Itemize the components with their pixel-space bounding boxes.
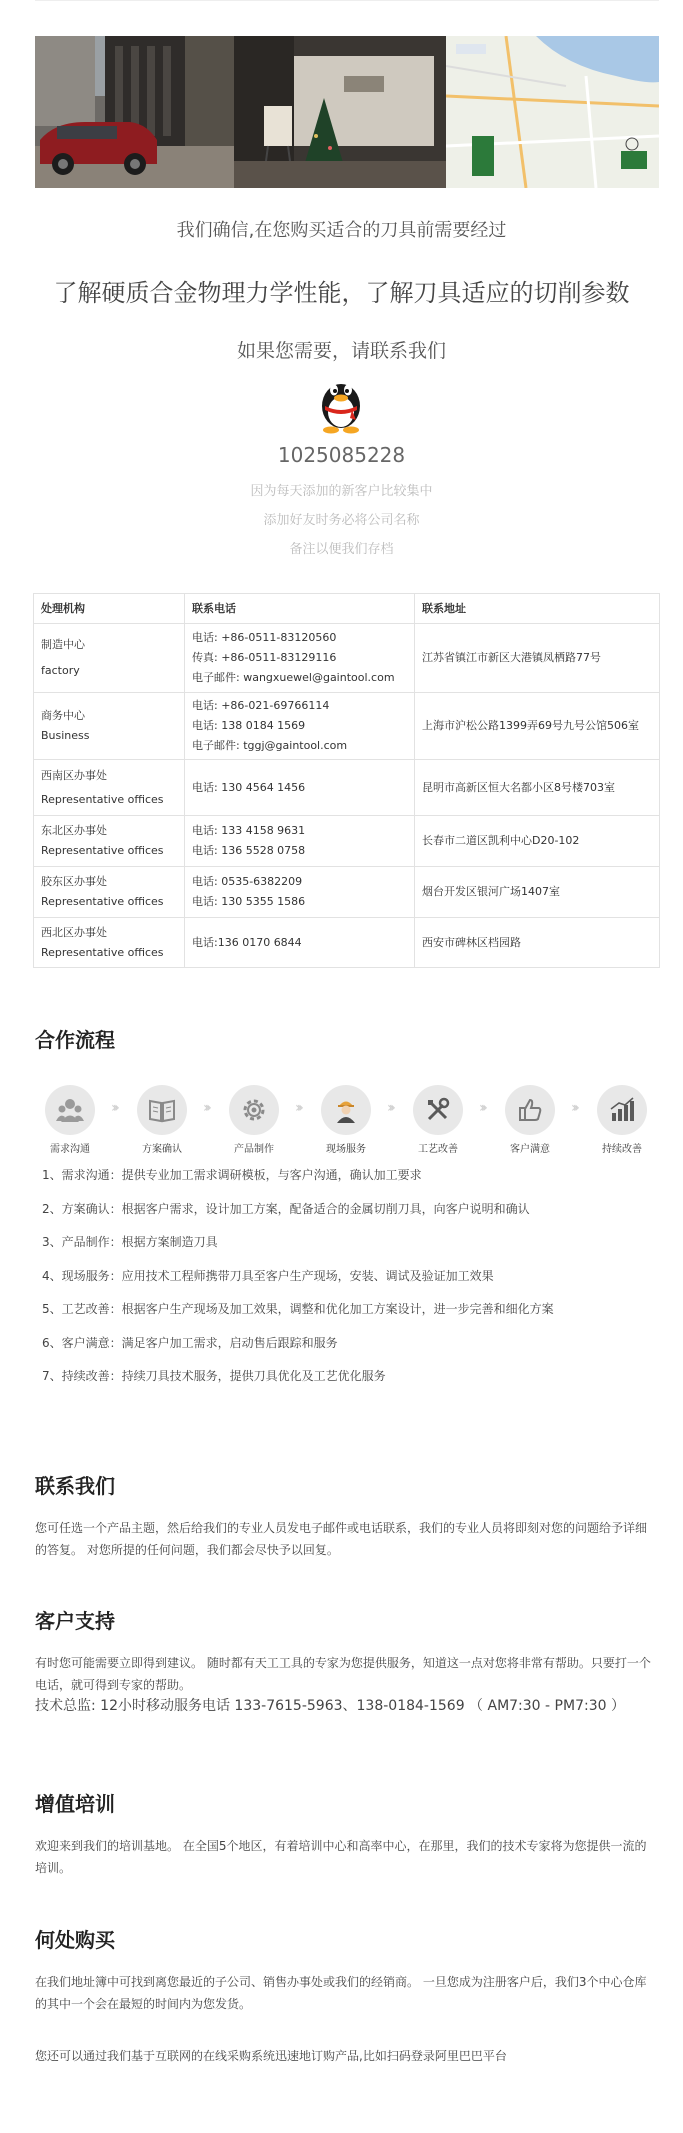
- thumbs-up-icon: [505, 1085, 555, 1135]
- table-row: [34, 693, 660, 760]
- phone-line[interactable]: 电话: 136 5528 0758: [192, 844, 306, 857]
- phone-line[interactable]: 电话: +86-021-69766114: [192, 699, 330, 712]
- step-item: [587, 1085, 657, 1155]
- process-steps: [35, 1085, 655, 1155]
- location-map-photo: [446, 36, 659, 188]
- office-exterior-photo: [35, 36, 234, 188]
- intro-line-2: 了解硬质合金物理力学性能，了解刀具适应的切削参数: [53, 279, 630, 307]
- online-purchase-text: 您还可以通过我们基于互联网的在线采购系统迅速地订购产品,比如扫码登录阿里巴巴平台: [35, 2049, 507, 2063]
- phone-line[interactable]: 电话: +86-0511-83120560: [192, 631, 337, 644]
- org-cell: [34, 693, 185, 760]
- step-label: 现场服务: [326, 1144, 366, 1155]
- qq-note-1: 因为每天添加的新客户比较集中: [250, 484, 433, 499]
- phone-cell: [185, 624, 415, 693]
- intro-line-3: 如果您需要，请联系我们: [236, 340, 446, 362]
- reception-lobby-photo: [234, 36, 446, 188]
- chevron-right-icon: ›››: [571, 1100, 576, 1116]
- engineer-icon: [321, 1085, 371, 1135]
- list-item: 3、产品制作：根据方案制造刀具: [42, 1235, 218, 1249]
- chevron-right-icon: ›››: [387, 1100, 392, 1116]
- org-cell: [34, 624, 185, 693]
- chevron-right-icon: ›››: [203, 1100, 208, 1116]
- org-english: Representative offices: [41, 895, 164, 908]
- chevron-right-icon: ›››: [479, 1100, 484, 1116]
- step-item: [219, 1085, 289, 1155]
- header-address: 联系地址: [415, 594, 660, 624]
- bar-chart-icon: [597, 1085, 647, 1135]
- gear-icon: [229, 1085, 279, 1135]
- training-title: 增值培训: [35, 1792, 115, 1816]
- step-label: 方案确认: [142, 1144, 182, 1155]
- where-to-buy-text: 在我们地址簿中可找到离您最近的子公司、销售办事处或我们的经销商。 一旦您成为注册客户后，我们3个中心仓库的其中一个会在最短的时间内为您发货。: [35, 1975, 647, 2011]
- photo-banner: [35, 36, 659, 188]
- phone-line[interactable]: 电话: 133 4158 9631: [192, 824, 306, 837]
- org-name: 西北区办事处: [41, 925, 107, 939]
- org-english: Representative offices: [41, 844, 164, 857]
- table-row: [34, 918, 660, 968]
- address-cell: 长春市二道区凯利中心D20-102: [415, 816, 660, 867]
- tools-icon: [413, 1085, 463, 1135]
- phone-line[interactable]: 电话: 138 0184 1569: [192, 719, 306, 732]
- intro-line-1: 我们确信,在您购买适合的刀具前需要经过: [176, 220, 507, 241]
- contact-us-title: 联系我们: [35, 1474, 115, 1498]
- step-label: 持续改善: [602, 1144, 642, 1155]
- team-icon: [45, 1085, 95, 1135]
- email-link[interactable]: 电子邮件: tggj@gaintool.com: [192, 739, 348, 752]
- address-cell: 昆明市高新区恒大名都小区8号楼703室: [415, 760, 660, 816]
- step-item: [311, 1085, 381, 1155]
- chevron-right-icon: ›››: [111, 1100, 116, 1116]
- qq-note-3: 备注以便我们存档: [289, 542, 394, 557]
- org-name: 胶东区办事处: [41, 875, 107, 888]
- process-title: 合作流程: [35, 1028, 115, 1052]
- step-label: 产品制作: [234, 1144, 274, 1155]
- org-name: 东北区办事处: [41, 824, 107, 837]
- org-cell: [34, 918, 185, 968]
- phone-cell: [185, 918, 415, 968]
- address-cell: 西安市碑林区档园路: [415, 918, 660, 968]
- qq-penguin-icon[interactable]: [314, 370, 368, 434]
- support-text: 有时您可能需要立即得到建议。 随时都有天工工具的专家为您提供服务，知道这一点对您将非常有帮助。只要打一个电话，就可得到专家的帮助。: [35, 1656, 651, 1692]
- address-cell: 上海市沪松公路1399弄69号九号公馆506室: [415, 693, 660, 760]
- header-phone: 联系电话: [185, 594, 415, 624]
- phone-cell: [185, 693, 415, 760]
- org-name: 商务中心: [41, 709, 85, 722]
- address-cell: 烟台开发区银河广场1407室: [415, 867, 660, 918]
- contact-table: [33, 593, 660, 968]
- list-item: 2、方案确认：根据客户需求，设计加工方案，配备适合的金属切削刀具，向客户说明和确认: [42, 1201, 530, 1216]
- table-row: [34, 816, 660, 867]
- list-item: 6、客户满意：满足客户加工需求，启动售后跟踪和服务: [42, 1335, 338, 1350]
- header-org: 处理机构: [34, 594, 185, 624]
- list-item: 4、现场服务：应用技术工程师携带刀具至客户生产现场，安装、调试及验证加工效果: [42, 1268, 494, 1283]
- training-text: 欢迎来到我们的培训基地。 在全国5个地区，有着培训中心和高率中心，在那里，我们的技术专家将为您提供一流的培训。: [35, 1839, 647, 1875]
- org-cell: [34, 867, 185, 918]
- phone-line[interactable]: 电话: 0535-6382209: [192, 875, 303, 888]
- step-label: 客户满意: [510, 1144, 550, 1155]
- address-cell: 江苏省镇江市新区大港镇凤栖路77号: [415, 624, 660, 693]
- phone-cell: [185, 867, 415, 918]
- phone-line[interactable]: 电话:136 0170 6844: [192, 935, 302, 949]
- step-label: 需求沟通: [50, 1144, 90, 1155]
- org-cell: [34, 760, 185, 816]
- step-label: 工艺改善: [418, 1144, 458, 1155]
- support-title: 客户支持: [35, 1609, 115, 1633]
- fax-line: 传真: +86-0511-83129116: [192, 651, 337, 664]
- table-row: [34, 867, 660, 918]
- contact-us-text: 您可任选一个产品主题，然后给我们的专业人员发电子邮件或电话联系，我们的专业人员将即刻对您的问题给予详细的答复。 对您所提的任何问题，我们都会尽快予以回复。: [35, 1521, 648, 1557]
- table-row: [34, 760, 660, 816]
- where-to-buy-title: 何处购买: [35, 1928, 115, 1952]
- chevron-right-icon: ›››: [295, 1100, 300, 1116]
- step-item: [495, 1085, 565, 1155]
- step-item: [403, 1085, 473, 1155]
- org-english: Representative offices: [41, 792, 164, 806]
- phone-cell: [185, 760, 415, 816]
- org-english: Representative offices: [41, 945, 164, 959]
- phone-line[interactable]: 电话: 130 5355 1586: [192, 895, 306, 908]
- table-header-row: [34, 594, 660, 624]
- org-cell: [34, 816, 185, 867]
- phone-cell: [185, 816, 415, 867]
- org-name: 西南区办事处: [41, 768, 107, 782]
- list-item: 7、持续改善：持续刀具技术服务，提供刀具优化及工艺优化服务: [42, 1369, 386, 1383]
- table-row: [34, 624, 660, 693]
- org-english: factory: [41, 664, 80, 677]
- top-divider: [35, 0, 659, 1]
- support-hotline: 技术总监: 12小时移动服务电话 133-7615-5963、138-0184-1569 （ AM7:30 - PM7:30 ）: [35, 1698, 625, 1714]
- org-name: 制造中心: [41, 638, 85, 651]
- list-item: 5、工艺改善：根据客户生产现场及加工效果，调整和优化加工方案设计，进一步完善和细化方案: [42, 1302, 554, 1316]
- org-english: Business: [41, 729, 90, 742]
- qq-note-2: 添加好友时务必将公司名称: [263, 513, 420, 528]
- qq-number: 1025085228: [277, 443, 406, 467]
- open-book-icon: [137, 1085, 187, 1135]
- phone-line[interactable]: 电话: 130 4564 1456: [192, 780, 306, 794]
- email-link[interactable]: 电子邮件: wangxuewel@gaintool.com: [192, 671, 395, 684]
- step-item: [127, 1085, 197, 1155]
- process-detail-list: [42, 1163, 652, 1398]
- step-item: [35, 1085, 105, 1155]
- list-item: 1、需求沟通：提供专业加工需求调研模板，与客户沟通，确认加工要求: [42, 1168, 422, 1182]
